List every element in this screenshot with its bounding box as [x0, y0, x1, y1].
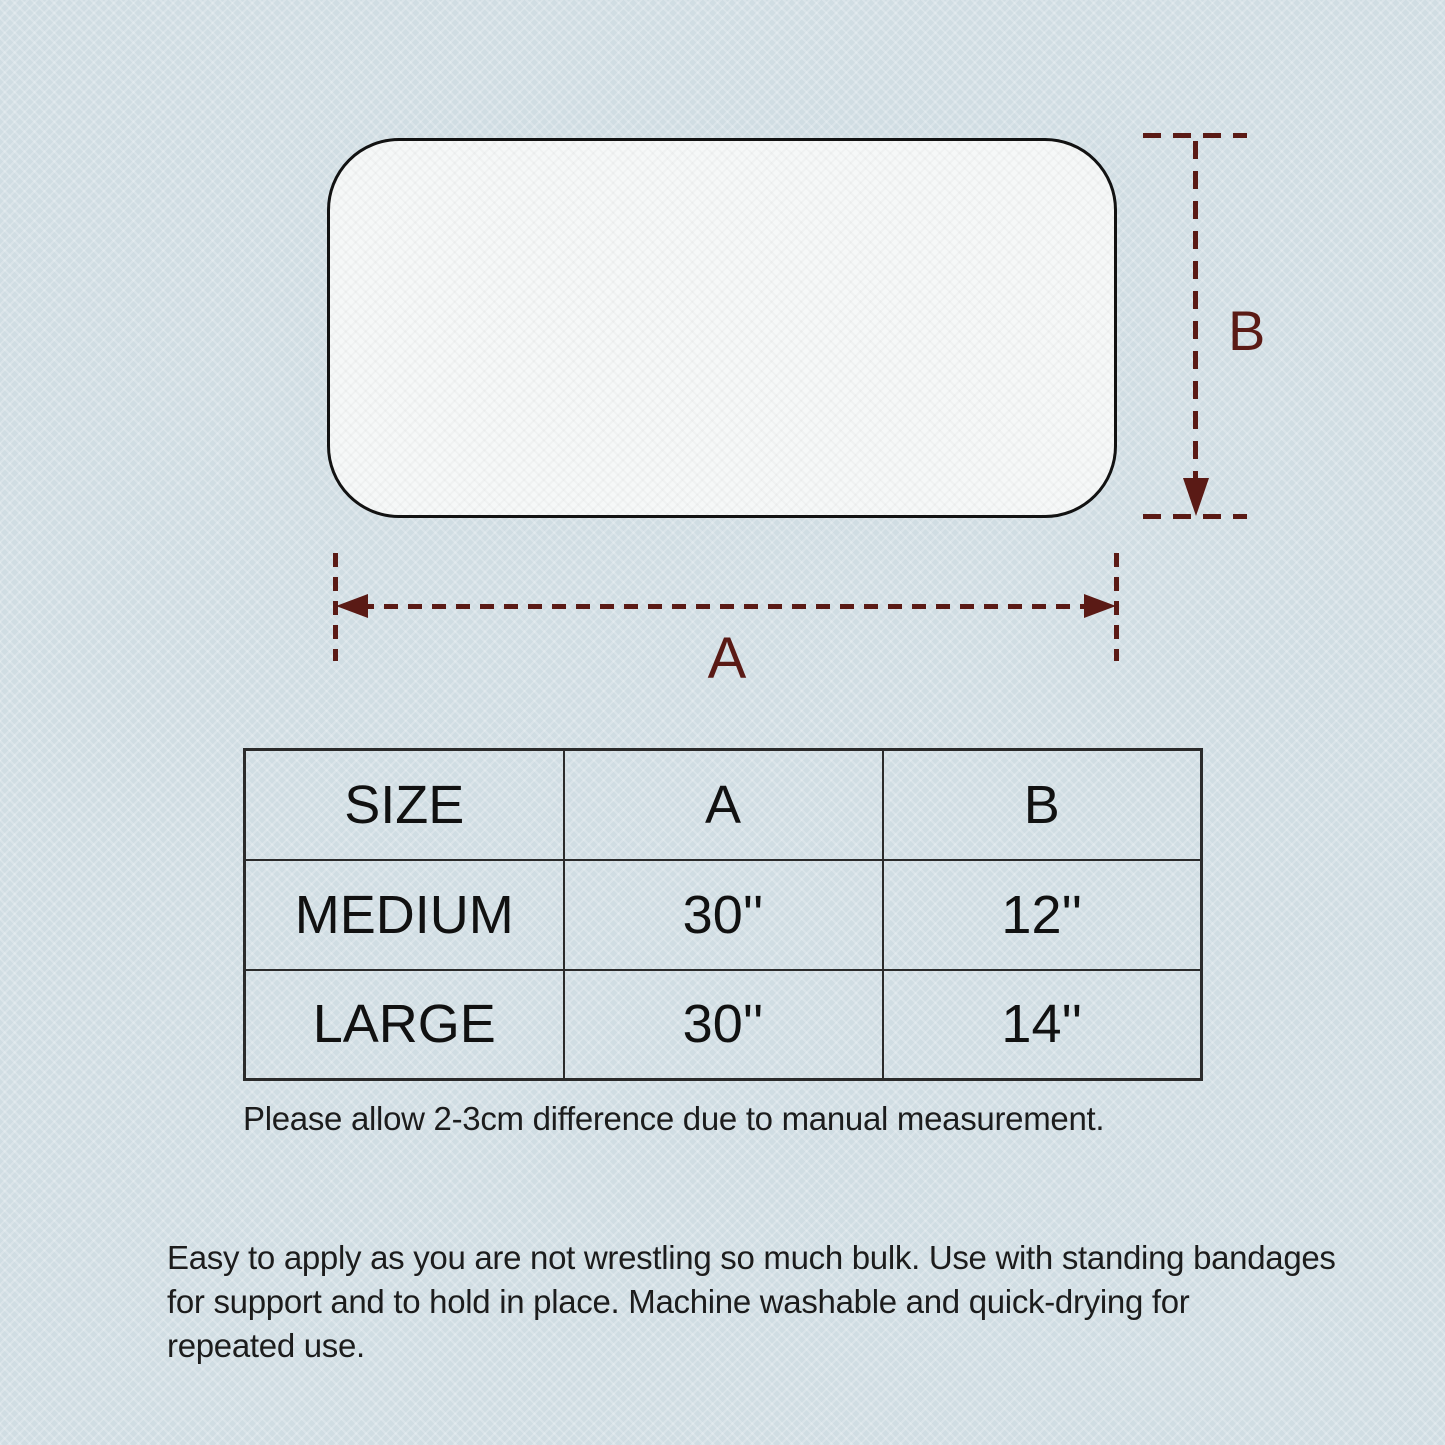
table-header-row [245, 750, 1202, 860]
cell-medium-size: MEDIUM [245, 860, 564, 970]
height-dimension-label: B [1228, 299, 1266, 362]
width-dimension-label: A [707, 626, 747, 691]
b-arrowhead-down-icon [1183, 478, 1209, 516]
a-arrowhead-right-icon [1084, 594, 1116, 618]
measurement-note: Please allow 2-3cm difference due to manual measurement. [243, 1100, 1105, 1137]
header-cell-a: A [564, 750, 883, 860]
a-dimension-line [360, 604, 1092, 609]
product-description [167, 1236, 1336, 1368]
header-cell-b: B [883, 750, 1202, 860]
table-row-medium [245, 860, 1202, 970]
product-outline-shape [327, 138, 1117, 518]
cell-medium-a: 30'' [564, 860, 883, 970]
table-row-large [245, 970, 1202, 1080]
cell-large-b: 14'' [883, 970, 1202, 1080]
cell-large-size: LARGE [245, 970, 564, 1080]
b-extent-line-top [1143, 133, 1247, 138]
a-arrowhead-left-icon [336, 594, 368, 618]
description-line: repeated use. [167, 1327, 365, 1364]
cell-large-a: 30'' [564, 970, 883, 1080]
cell-medium-b: 12'' [883, 860, 1202, 970]
header-cell-size: SIZE [245, 750, 564, 860]
size-chart-table [243, 748, 1203, 1081]
description-line: for support and to hold in place. Machine washable and quick-drying for [167, 1283, 1190, 1320]
b-dimension-line [1193, 141, 1198, 483]
description-line: Easy to apply as you are not wrestling so much bulk. Use with standing bandages [167, 1239, 1336, 1276]
